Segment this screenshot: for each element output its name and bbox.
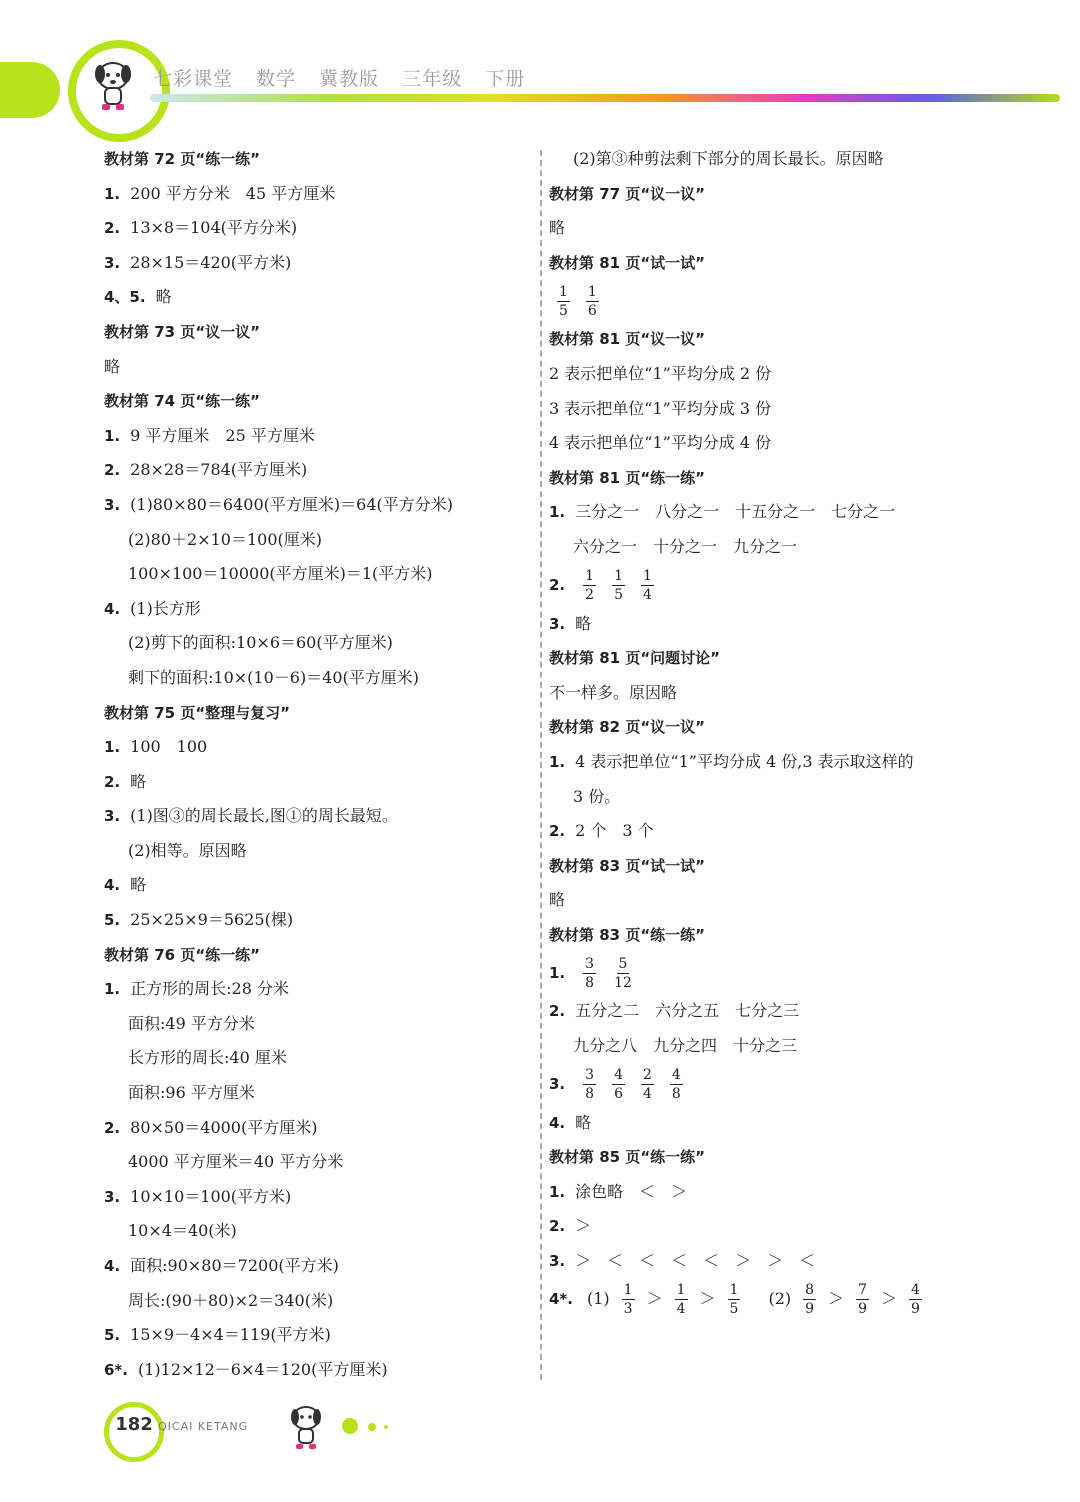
item-number: 6*. [104,1360,128,1379]
fraction-denominator: 4 [642,1086,652,1103]
fraction-numerator: 4 [671,1067,681,1084]
comparison-answer-item [549,1279,989,1321]
answer-item [104,799,534,834]
answer-item [104,453,534,488]
answer-text: 80×50＝4000(平方厘米) [130,1117,318,1137]
item-number: 1. [549,503,566,522]
answer-text: (1)12×12－6×4＝120(平方厘米) [137,1359,388,1379]
item-number: 2. [549,822,566,841]
item-number: 4. [104,599,121,618]
answer-text: 略 [155,287,172,307]
answer-text: (1)长方形 [130,598,201,618]
fraction-numerator: 1 [559,283,568,300]
answer-item [104,1249,534,1284]
left-column [104,142,534,1387]
section-heading: 教材第 72 页“练一练” [104,150,261,168]
answer-item [549,994,989,1029]
item-number: 2. [549,1217,566,1236]
fraction-numerator: 1 [729,1282,739,1299]
item-number: 3. [104,807,121,826]
fraction-denominator: 5 [729,1301,739,1318]
item-number: 2. [549,576,566,595]
section-heading: 教材第 83 页“试一试” [549,856,706,875]
answer-text: 略 [130,771,147,791]
decor-dot [384,1425,388,1429]
fraction-numerator: 3 [585,1067,595,1084]
item-number: 1. [104,738,121,757]
column-divider [540,150,542,1380]
comparison-symbol: ＞ [880,1289,897,1309]
answer-text: 100 100 [130,737,208,757]
fraction [675,1281,688,1318]
fraction-answer-item [549,280,989,322]
item-number: 1. [549,1182,566,1201]
answer-line: 不一样多。原因略 [549,682,678,702]
item-number: 1. [104,184,121,203]
item-number: 1. [104,426,121,445]
answer-text: 略 [575,613,592,633]
answer-text: 28×28＝784(平方厘米) [130,460,308,480]
fraction [612,1066,625,1103]
item-number: 2. [549,1002,566,1021]
answer-text: 三分之一 八分之一 十五分之一 七分之一 [575,502,896,522]
answer-item [549,495,989,530]
answer-line-indented: (2)第③种剪法剩下部分的周长最长。原因略 [573,149,884,168]
item-number: 3. [549,614,566,633]
section-heading: 教材第 81 页“练一练” [549,468,706,487]
answer-line: 4 表示把单位“1”平均分成 4 份 [549,433,772,453]
dog-mascot-icon [78,50,148,120]
answer-line-indented: 长方形的周长:40 厘米 [128,1048,287,1068]
header-rainbow-bar [150,94,1060,102]
page-number: 182 [115,1414,153,1435]
fraction [586,283,599,320]
answer-line-indented: 剩下的面积:10×(10－6)＝40(平方厘米) [128,667,420,687]
answer-item [104,1318,534,1353]
fraction [670,1066,683,1103]
answer-item [104,765,534,800]
answer-item [104,730,534,765]
answer-line-indented: 100×100＝10000(平方厘米)＝1(平方米) [128,564,433,584]
page-header [0,0,1080,130]
fraction-numerator: 5 [618,955,628,972]
answer-text: 10×10＝100(平方米) [130,1186,292,1206]
answer-item [549,1244,989,1279]
answer-item [104,211,534,246]
answer-item [549,814,989,849]
item-number: 3. [549,1252,566,1271]
fraction-denominator: 9 [858,1301,867,1318]
fraction [909,1281,922,1318]
fraction-answer-item [549,565,989,607]
answer-item [549,607,989,642]
answer-line-indented: 九分之八 九分之四 十分之三 [573,1036,798,1056]
right-column [549,142,989,1321]
item-number: 2. [104,1118,121,1137]
answer-line-indented: (2)剪下的面积:10×6＝60(平方厘米) [128,633,393,653]
comparison-symbol: ＞ [828,1289,845,1309]
answer-line-indented: 4000 平方厘米＝40 平方分米 [128,1152,344,1172]
header-grade: 三年级 [402,68,463,90]
header-edition: 冀教版 [319,68,380,90]
answer-item [104,1353,534,1388]
fraction [612,955,634,992]
answer-line-indented: 面积:49 平方分米 [128,1013,255,1033]
item-number: 3. [104,1187,121,1206]
fraction-denominator: 5 [614,587,623,604]
item-number: 5. [104,1326,121,1345]
item-number: 4、5. [104,288,146,307]
answer-item [104,246,534,281]
answer-text: 9 平方厘米 25 平方厘米 [130,425,315,445]
fraction-numerator: 7 [858,1282,867,1299]
fraction-numerator: 1 [676,1282,686,1299]
fraction [641,1066,654,1103]
comparison-symbol: (2) [752,1289,792,1309]
header-green-tab [0,62,60,118]
header-subject: 数学 [256,68,297,90]
fraction-numerator: 1 [614,568,623,585]
section-heading: 教材第 75 页“整理与复习” [104,703,291,722]
answer-text: ＞ [575,1216,592,1236]
fraction-denominator: 3 [623,1301,633,1318]
fraction [803,1281,816,1318]
fraction-denominator: 8 [585,1086,595,1103]
answer-item [549,1106,989,1141]
section-heading: 教材第 77 页“议一议” [549,184,706,203]
answer-item [104,419,534,454]
page-footer [0,1390,1080,1470]
fraction-denominator: 4 [642,587,652,604]
item-number: 3. [549,1075,566,1094]
answer-text: ＞ ＜ ＜ ＜ ＜ ＞ ＞ ＜ [575,1251,816,1271]
answer-line-indented: 六分之一 十分之一 九分之一 [573,536,798,556]
fraction-numerator: 1 [623,1282,633,1299]
answer-text: (1)图③的周长最长,图①的周长最短。 [130,806,398,826]
answer-text: 五分之二 六分之五 七分之三 [575,1001,800,1021]
answer-line: 3 表示把单位“1”平均分成 3 份 [549,398,772,418]
answer-item [549,1209,989,1244]
fraction-denominator: 5 [559,302,568,319]
item-number: 4. [104,876,121,895]
fraction [583,567,596,604]
fraction-denominator: 8 [585,974,595,991]
fraction-denominator: 6 [587,302,597,319]
item-number: 2. [104,772,121,791]
fraction-numerator: 4 [614,1067,623,1084]
comparison-symbol: ＞ [646,1289,663,1309]
comparison-symbol: (1) [586,1289,610,1309]
fraction-denominator: 9 [805,1301,815,1318]
answer-item [104,280,534,315]
section-heading: 教材第 74 页“练一练” [104,392,261,411]
section-heading: 教材第 82 页“议一议” [549,718,706,737]
fraction-numerator: 1 [642,568,652,585]
answer-item [549,1175,989,1210]
answer-text: 略 [130,875,147,895]
answer-line: 2 表示把单位“1”平均分成 2 份 [549,363,772,383]
answer-item [104,592,534,627]
fraction-denominator: 12 [614,974,632,991]
answer-item [104,1111,534,1146]
fraction-answer-item [549,1064,989,1106]
answer-text: 13×8＝104(平方分米) [130,218,298,238]
fraction-numerator: 2 [642,1067,652,1084]
answer-text: 15×9－4×4＝119(平方米) [130,1325,331,1345]
section-heading: 教材第 73 页“议一议” [104,322,261,341]
answer-text: 2 个 3 个 [575,821,654,841]
answer-text: 涂色略 ＜ ＞ [575,1181,688,1201]
section-heading: 教材第 85 页“练一练” [549,1148,706,1167]
answer-item [104,488,534,523]
item-number: 1. [549,964,566,983]
answer-item [104,903,534,938]
fraction-denominator: 8 [671,1086,681,1103]
fraction-denominator: 4 [676,1301,686,1318]
answer-item [549,745,989,780]
decor-dot [368,1423,376,1431]
fraction-numerator: 4 [911,1282,920,1299]
item-number: 3. [104,253,121,272]
fraction [728,1281,741,1318]
item-number: 4*. [549,1290,573,1309]
fraction [583,1066,596,1103]
item-number: 2. [104,461,121,480]
answer-item [104,1180,534,1215]
answer-line-indented: (2)相等。原因略 [128,840,247,860]
item-number: 5. [104,911,121,930]
header-volume: 下册 [485,68,526,90]
item-number: 4. [104,1257,121,1275]
fraction [557,283,570,320]
item-number: 3. [104,495,121,514]
section-heading: 教材第 76 页“练一练” [104,945,261,964]
answer-line-indented: 面积:96 平方厘米 [128,1083,255,1103]
decor-dot [342,1418,358,1434]
fraction-numerator: 8 [805,1282,815,1299]
answer-line: 略 [549,218,566,238]
header-title [153,64,541,91]
answer-line: 略 [549,890,566,910]
answer-line-indented: 周长:(90＋80)×2＝340(米) [128,1290,334,1310]
answer-text: (1)80×80＝6400(平方厘米)＝64(平方分米) [130,494,453,514]
answer-text: 面积:90×80＝7200(平方米) [130,1256,339,1275]
section-heading: 教材第 81 页“问题讨论” [549,649,721,668]
header-series: 七彩课堂 [153,68,234,90]
answer-text: 200 平方分米 45 平方厘米 [130,183,336,203]
item-number: 1. [549,752,566,771]
answer-item [104,972,534,1007]
fraction-numerator: 1 [585,568,595,585]
answer-item [104,868,534,903]
fraction [856,1281,869,1318]
item-number: 1. [104,980,121,999]
answer-item [104,177,534,212]
fraction [641,567,654,604]
section-heading: 教材第 83 页“练一练” [549,925,706,944]
answer-line-indented: 10×4＝40(米) [128,1221,237,1241]
answer-line: 略 [104,356,121,376]
fraction-denominator: 6 [614,1086,623,1103]
answer-text: 略 [575,1112,592,1132]
answer-text: 28×15＝420(平方米) [130,252,292,272]
answer-text: 25×25×9＝5625(棵) [130,910,294,930]
fraction-answer-item [549,952,989,994]
section-heading: 教材第 81 页“议一议” [549,330,706,349]
answer-text: 4 表示把单位“1”平均分成 4 份,3 表示取这样的 [575,751,914,771]
answer-text: 正方形的周长:28 分米 [130,979,289,999]
item-number: 4. [549,1113,566,1132]
section-heading: 教材第 81 页“试一试” [549,253,706,272]
fraction [622,1281,635,1318]
answer-line-indented: 3 份。 [573,786,621,806]
fraction [612,567,625,604]
fraction-numerator: 1 [587,283,597,300]
fraction-denominator: 9 [911,1301,920,1318]
fraction-denominator: 2 [585,587,595,604]
comparison-symbol: ＞ [699,1289,716,1309]
item-number: 2. [104,219,121,238]
dog-mascot-icon [276,1398,336,1458]
fraction [583,955,596,992]
fraction-numerator: 3 [585,955,595,972]
answer-line-indented: (2)80＋2×10＝100(厘米) [128,529,322,549]
footer-brand: QICAI KETANG [158,1420,249,1433]
